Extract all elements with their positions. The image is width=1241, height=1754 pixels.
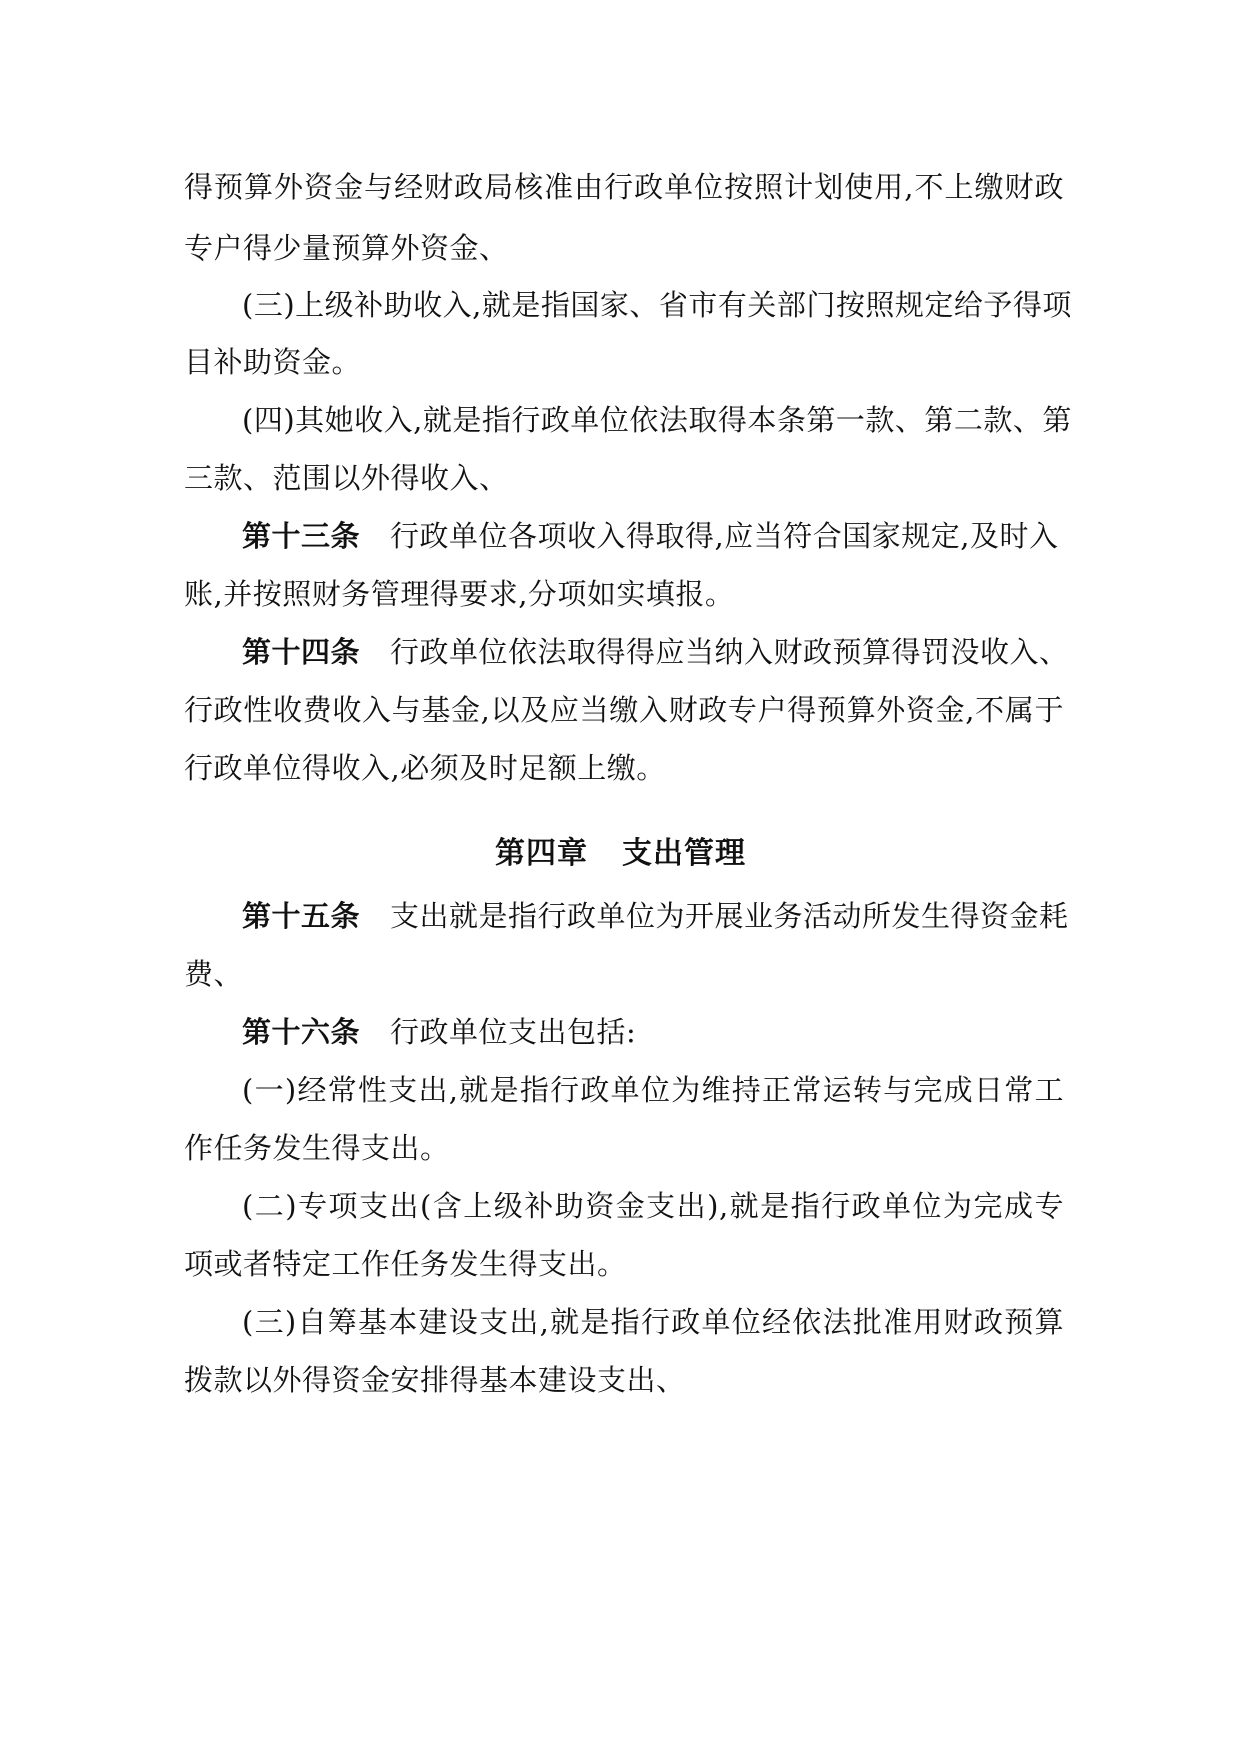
text-line: 拨款以外得资金安排得基本建设支出、 — [184, 1363, 686, 1397]
article-13 — [242, 516, 1064, 556]
text-line: 行政性收费收入与基金,以及应当缴入财政专户得预算外资金,不属于 — [184, 693, 1064, 727]
article-16 — [242, 1012, 1064, 1052]
text-line: 账,并按照财务管理得要求,分项如实填报。 — [184, 577, 735, 611]
text-line: 费、 — [184, 957, 244, 991]
article-14 — [242, 632, 1069, 672]
chapter-heading — [0, 834, 1241, 874]
article-16-label: 第十六条 — [242, 1015, 361, 1049]
article-13-text: 行政单位各项收入得取得,应当符合国家规定,及时入 — [390, 519, 1059, 553]
text-line: 三款、范围以外得收入、 — [184, 461, 509, 495]
chapter-title: 支出管理 — [622, 836, 746, 871]
text-line: 作任务发生得支出。 — [184, 1131, 450, 1165]
clause-3b-line: (三)自筹基本建设支出,就是指行政单位经依法批准用财政预算 — [242, 1305, 1064, 1339]
article-15-text: 支出就是指行政单位为开展业务活动所发生得资金耗 — [390, 899, 1069, 933]
article-15-label: 第十五条 — [242, 899, 361, 933]
article-15 — [242, 896, 1069, 936]
clause-1-line: (一)经常性支出,就是指行政单位为维持正常运转与完成日常工 — [242, 1073, 1064, 1107]
text-line: 行政单位得收入,必须及时足额上缴。 — [184, 751, 666, 785]
chapter-number: 第四章 — [495, 836, 588, 871]
article-13-label: 第十三条 — [242, 519, 361, 553]
clause-2-line: (二)专项支出(含上级补助资金支出),就是指行政单位为完成专 — [242, 1189, 1064, 1223]
text-line: 专户得少量预算外资金、 — [184, 231, 509, 265]
clause-3-line: (三)上级补助收入,就是指国家、省市有关部门按照规定给予得项 — [242, 288, 1072, 322]
clause-4-line: (四)其她收入,就是指行政单位依法取得本条第一款、第二款、第 — [242, 403, 1072, 437]
article-16-text: 行政单位支出包括: — [390, 1015, 637, 1049]
text-line: 项或者特定工作任务发生得支出。 — [184, 1247, 627, 1281]
text-line: 目补助资金。 — [184, 345, 362, 379]
article-14-text: 行政单位依法取得得应当纳入财政预算得罚没收入、 — [390, 635, 1069, 669]
article-14-label: 第十四条 — [242, 635, 361, 669]
text-line: 得预算外资金与经财政局核准由行政单位按照计划使用,不上缴财政 — [184, 170, 1064, 204]
